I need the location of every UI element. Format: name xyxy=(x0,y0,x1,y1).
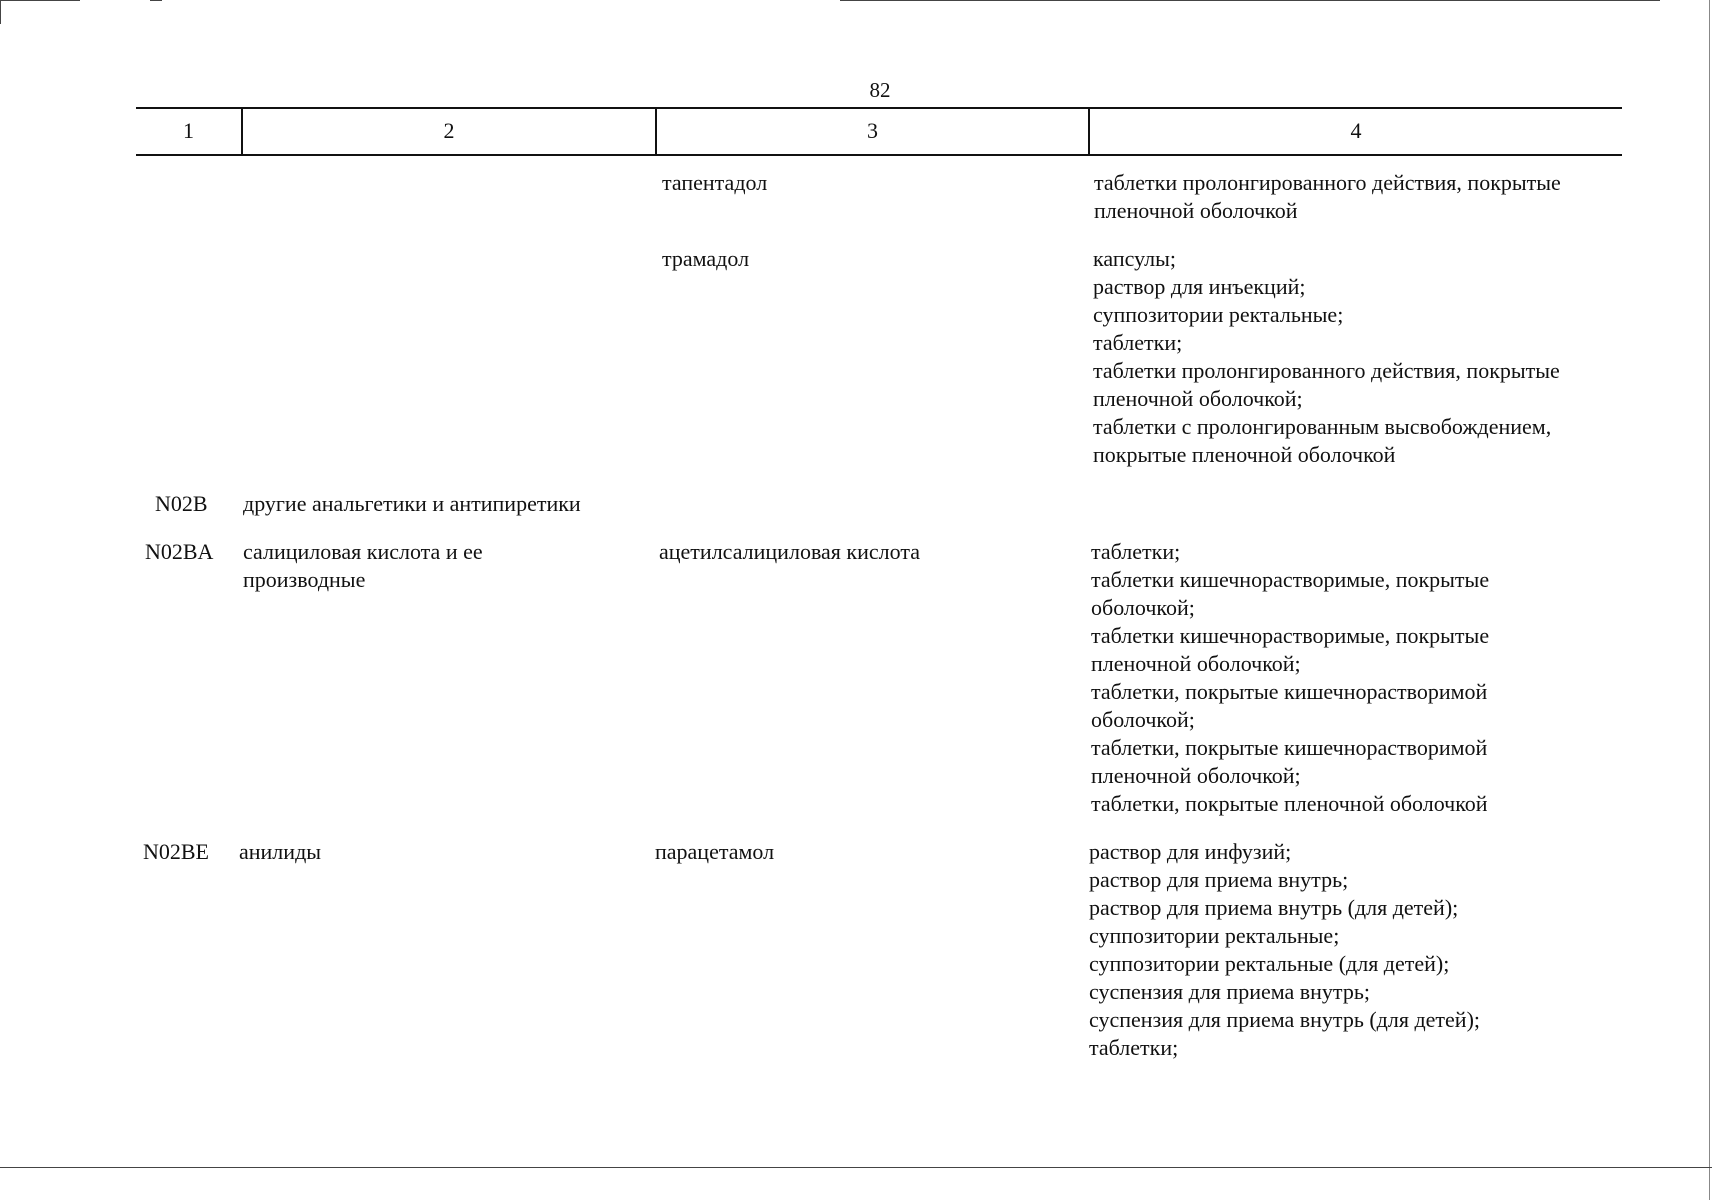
group-name: салициловая кислота и ее производные xyxy=(243,539,483,592)
dosage-form-line: суппозитории ректальные (для детей); xyxy=(1089,951,1450,976)
dosage-form-line: таблетки с пролонгированным высвобождением, xyxy=(1093,414,1552,439)
dosage-form-line: суспензия для приема внутрь; xyxy=(1089,979,1370,1004)
dosage-form-line: суппозитории ректальные; xyxy=(1093,302,1344,327)
column-header-1: 1 xyxy=(183,118,194,143)
dosage-form-line: пленочной оболочкой; xyxy=(1093,386,1303,411)
group-name: другие анальгетики и антипиретики xyxy=(243,491,581,516)
dosage-form-line: капсулы; xyxy=(1093,246,1176,271)
dosage-form-line: таблетки пролонгированного действия, покрытые xyxy=(1093,358,1560,383)
scan-edge-left xyxy=(0,0,1,24)
scan-edge-top xyxy=(150,0,162,1)
dosage-form-line: оболочкой; xyxy=(1091,707,1195,732)
scan-edge-bottom xyxy=(0,1167,1712,1168)
table-top-rule xyxy=(136,107,1622,109)
group-name: анилиды xyxy=(239,839,322,864)
atc-code: N02BA xyxy=(145,539,214,564)
dosage-form-line: раствор для приема внутрь (для детей); xyxy=(1089,895,1459,920)
atc-code: N02BE xyxy=(143,839,209,864)
dosage-form-line: покрытые пленочной оболочкой xyxy=(1093,442,1396,467)
dosage-form-line: раствор для инъекций; xyxy=(1093,274,1306,299)
dosage-form-line: пленочной оболочкой xyxy=(1094,198,1298,223)
page-number: 82 xyxy=(869,78,891,102)
drug-name: тапентадол xyxy=(662,170,768,195)
atc-code: N02B xyxy=(155,491,208,516)
dosage-form-line: таблетки, покрытые пленочной оболочкой xyxy=(1091,791,1488,816)
dosage-form-line: таблетки; xyxy=(1093,330,1183,355)
dosage-form-line: раствор для приема внутрь; xyxy=(1089,867,1349,892)
dosage-form-line: пленочной оболочкой; xyxy=(1091,651,1301,676)
dosage-form-line: раствор для инфузий; xyxy=(1089,839,1292,864)
dosage-form-line: таблетки; xyxy=(1091,539,1181,564)
dosage-forms xyxy=(1089,838,1689,1062)
scan-edge-right xyxy=(1709,0,1710,1200)
dosage-forms xyxy=(1093,245,1693,469)
dosage-form-line: суппозитории ректальные; xyxy=(1089,923,1340,948)
scan-edge-top xyxy=(0,0,80,1)
dosage-form-line: таблетки; xyxy=(1089,1035,1179,1060)
drug-name: парацетамол xyxy=(655,839,775,864)
dosage-form-line: таблетки, покрытые кишечнорастворимой xyxy=(1091,735,1488,760)
table-header-rule xyxy=(136,154,1622,156)
column-header-4: 4 xyxy=(1350,118,1362,143)
column-header-2: 2 xyxy=(443,118,455,143)
dosage-form-line: таблетки кишечнорастворимые, покрытые xyxy=(1091,567,1490,592)
scan-edge-top xyxy=(840,0,1660,1)
dosage-form-line: таблетки кишечнорастворимые, покрытые xyxy=(1091,623,1490,648)
dosage-form-line: таблетки, покрытые кишечнорастворимой xyxy=(1091,679,1488,704)
drug-name: трамадол xyxy=(662,246,750,271)
drug-name: ацетилсалициловая кислота xyxy=(659,539,920,564)
dosage-form-line: оболочкой; xyxy=(1091,595,1195,620)
dosage-form-line: суспензия для приема внутрь (для детей); xyxy=(1089,1007,1481,1032)
dosage-form-line: пленочной оболочкой; xyxy=(1091,763,1301,788)
column-header-3: 3 xyxy=(867,118,878,143)
dosage-form-line: таблетки пролонгированного действия, покрытые xyxy=(1094,170,1561,195)
dosage-forms xyxy=(1094,169,1694,225)
dosage-forms xyxy=(1091,538,1691,818)
